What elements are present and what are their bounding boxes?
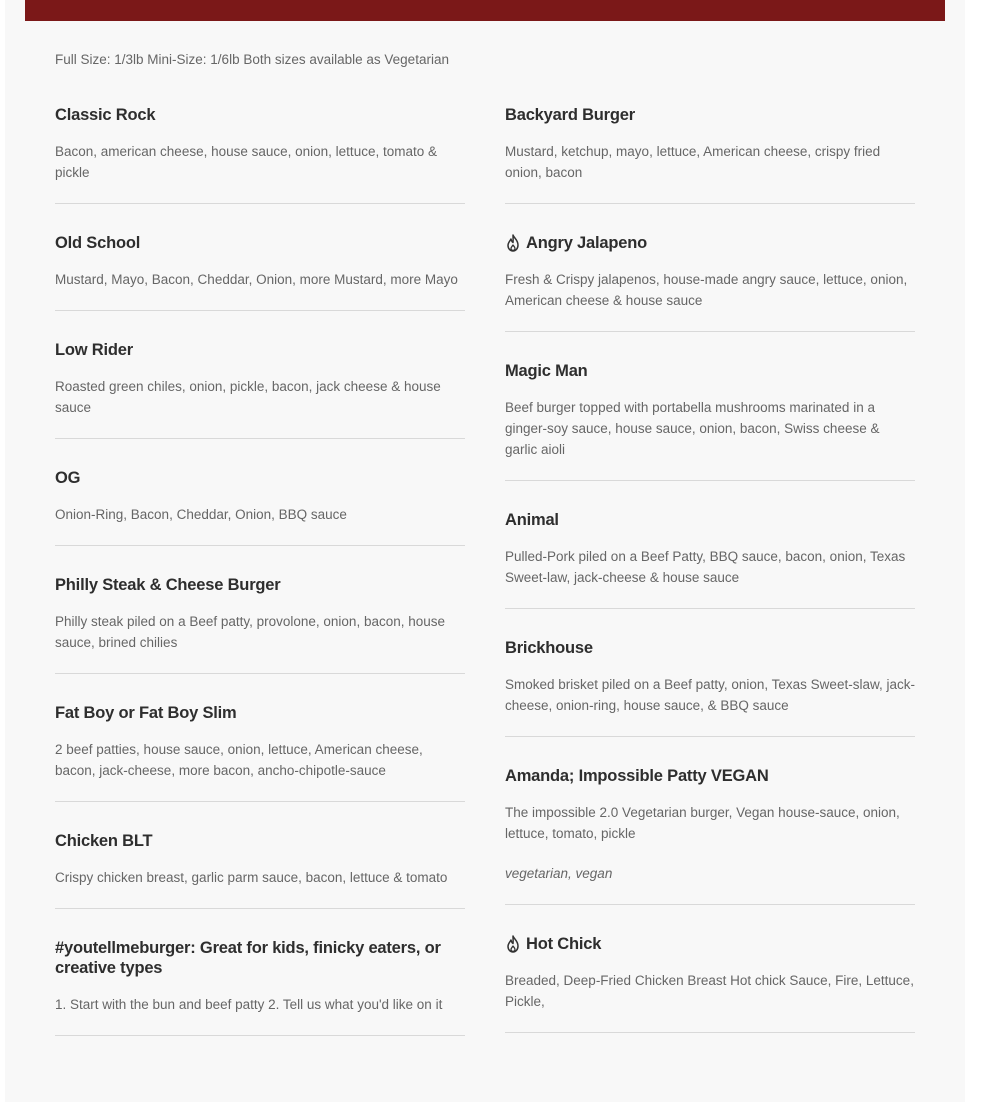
menu-item — [505, 638, 915, 737]
menu-item-title: Angry Jalapeno — [526, 234, 647, 252]
menu-item-description: Philly steak piled on a Beef patty, provolone, onion, bacon, house sauce, brined chilies — [55, 614, 446, 650]
menu-item-title: Fat Boy or Fat Boy Slim — [55, 704, 237, 722]
menu-item-title: Animal — [505, 511, 559, 529]
menu-column-right — [505, 105, 915, 1062]
menu-item-title: Chicken BLT — [55, 832, 153, 850]
menu-item-title: Low Rider — [55, 341, 133, 359]
menu-item — [55, 340, 465, 439]
menu-item-description: Smoked brisket piled on a Beef patty, onion, Texas Sweet-slaw, jack-cheese, onion-ring, house sauce, & BBQ sauce — [505, 677, 915, 713]
menu-item — [55, 233, 465, 311]
menu-item — [55, 831, 465, 909]
menu-item-title: Magic Man — [505, 362, 588, 380]
menu-item-description: 2 beef patties, house sauce, onion, lettuce, American cheese, bacon, jack-cheese, more bacon, ancho-chipotle-sauce — [55, 742, 423, 778]
menu-item — [505, 934, 915, 1033]
menu-item — [505, 233, 915, 332]
menu-item-description: Onion-Ring, Bacon, Cheddar, Onion, BBQ sauce — [55, 507, 347, 522]
menu-item-description: Mustard, Mayo, Bacon, Cheddar, Onion, more Mustard, more Mayo — [55, 272, 458, 287]
menu-item-title: #youtellmeburger: Great for kids, finicky eaters, or creative types — [55, 939, 441, 977]
menu-item-description: Beef burger topped with portabella mushrooms marinated in a ginger-soy sauce, house sauce, onion, bacon, Swiss cheese & garlic aioli — [505, 400, 880, 457]
flame-icon — [505, 234, 521, 252]
header-bar — [25, 0, 945, 21]
menu-item-title: Amanda; Impossible Patty VEGAN — [505, 767, 769, 785]
size-info: Full Size: 1/3lb Mini-Size: 1/6lb Both sizes available as Vegetarian — [55, 52, 449, 67]
menu-item — [55, 575, 465, 674]
menu-item — [55, 703, 465, 802]
menu-item-title: Hot Chick — [526, 935, 602, 953]
menu-item — [55, 938, 465, 1036]
menu-item — [505, 510, 915, 609]
dietary-tags: vegetarian, vegan — [505, 866, 613, 881]
menu-item — [55, 468, 465, 546]
menu-item-title: Philly Steak & Cheese Burger — [55, 576, 281, 594]
menu-item-title: Classic Rock — [55, 106, 156, 124]
menu-item — [505, 105, 915, 204]
menu-item-title: OG — [55, 469, 81, 487]
menu-item-title: Brickhouse — [505, 639, 593, 657]
menu-item-title: Backyard Burger — [505, 106, 635, 124]
menu-item-description: Bacon, american cheese, house sauce, onion, lettuce, tomato & pickle — [55, 144, 437, 180]
menu-item — [55, 105, 465, 204]
menu-item-description: Fresh & Crispy jalapenos, house-made angry sauce, lettuce, onion, American cheese & house sauce — [505, 272, 908, 308]
menu-item-description: Breaded, Deep-Fried Chicken Breast Hot chick Sauce, Fire, Lettuce, Pickle, — [505, 973, 914, 1009]
menu-item-description: Crispy chicken breast, garlic parm sauce, bacon, lettuce & tomato — [55, 870, 448, 885]
flame-icon — [505, 935, 521, 953]
menu-item-description: The impossible 2.0 Vegetarian burger, Vegan house-sauce, onion, lettuce, tomato, pickle — [505, 805, 900, 841]
menu-item — [505, 361, 915, 481]
menu-item-description: Roasted green chiles, onion, pickle, bacon, jack cheese & house sauce — [55, 379, 441, 415]
menu-item-description: 1. Start with the bun and beef patty 2. Tell us what you'd like on it — [55, 997, 443, 1012]
menu-column-left — [55, 105, 465, 1065]
menu-item-description: Pulled-Pork piled on a Beef Patty, BBQ sauce, bacon, onion, Texas Sweet-law, jack-cheese & house sauce — [505, 549, 906, 585]
menu-item-title: Old School — [55, 234, 141, 252]
menu-item-description: Mustard, ketchup, mayo, lettuce, American cheese, crispy fried onion, bacon — [505, 144, 881, 180]
menu-item — [505, 766, 915, 905]
